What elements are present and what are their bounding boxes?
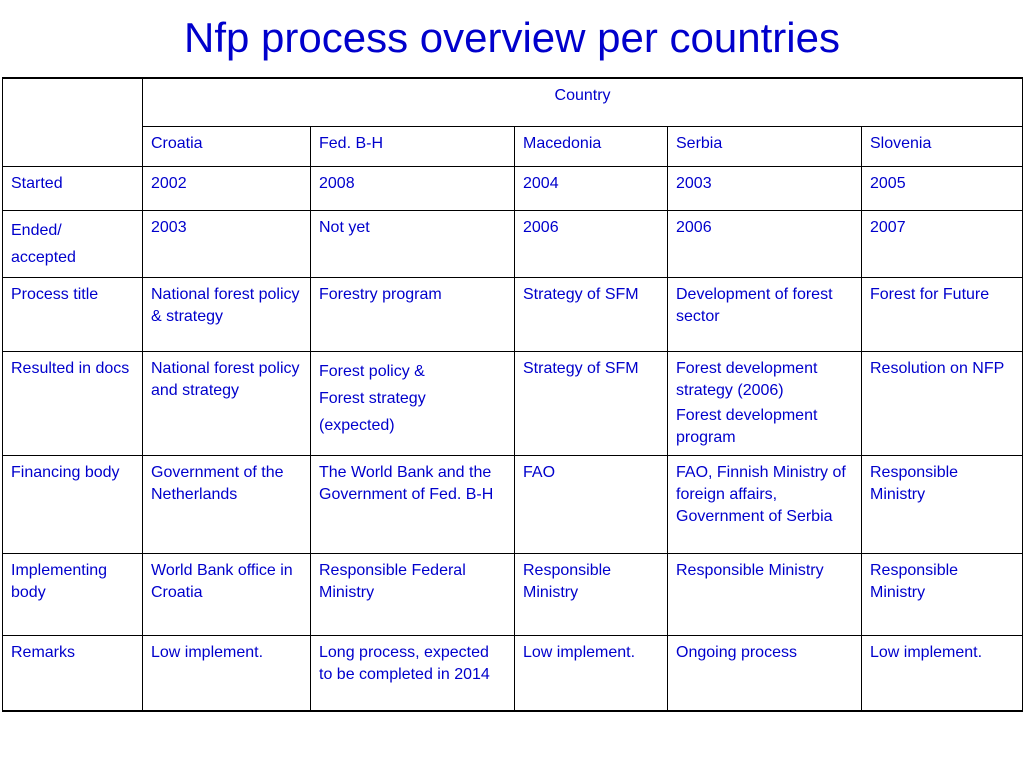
cell-started-slovenia [862,166,1023,210]
cell-remarks-fed-bh [311,635,515,711]
cell-text: Forest for Future [870,285,990,303]
row-label-resulted-in-docs [3,351,143,455]
cell-remarks-croatia [143,635,311,711]
cell-resulted-in-docs-serbia [668,351,862,455]
cell-implementing-body-macedonia [515,553,668,635]
slide-title: Nfp process overview per countries [184,14,840,61]
row-label-ended-accepted [3,210,143,277]
cell-process-title-fed-bh [311,277,515,351]
cell-text: Responsible Ministry [676,561,824,579]
row-label-started [3,166,143,210]
table-row-resulted-in-docs [3,351,1023,455]
cell-text: Resolution on NFP [870,359,1005,377]
cell-process-title-slovenia [862,277,1023,351]
cell-text: Forest policy & [319,362,425,380]
cell-text: World Bank office in Croatia [151,561,293,601]
table-row-process-title [3,277,1023,351]
row-label-financing-body [3,455,143,553]
country-header-slovenia: Slovenia [862,126,1023,166]
cell-text: National forest policy and strategy [151,359,300,399]
cell-text: Low implement. [870,643,983,661]
cell-text: Government of the Netherlands [151,463,284,503]
cell-text: Started [11,174,63,192]
cell-resulted-in-docs-macedonia [515,351,668,455]
cell-started-macedonia [515,166,668,210]
cell-text: Not yet [319,218,370,236]
cell-remarks-serbia [668,635,862,711]
country-header-macedonia: Macedonia [515,126,668,166]
cell-financing-body-serbia [668,455,862,553]
cell-text: Long process, expected to be completed in 2014 [319,643,490,683]
row-label-implementing-body [3,553,143,635]
country-header-croatia: Croatia [143,126,311,166]
cell-text: Low implement. [523,643,636,661]
cell-financing-body-macedonia [515,455,668,553]
cell-text: (expected) [319,416,395,434]
cell-text: Forest development program [676,406,818,446]
cell-text: Low implement. [151,643,264,661]
cell-remarks-macedonia [515,635,668,711]
cell-text: FAO [523,463,556,481]
cell-financing-body-slovenia [862,455,1023,553]
table-row-remarks [3,635,1023,711]
cell-text: 2003 [151,218,187,236]
cell-text: Remarks [11,643,76,661]
row-label-remarks [3,635,143,711]
cell-text: 2007 [870,218,906,236]
cell-text: Development of forest sector [676,285,833,325]
cell-text: Responsible Ministry [870,561,959,601]
cell-ended-accepted-fed-bh [311,210,515,277]
header-row-country [3,78,1023,126]
country-header-fed-bh: Fed. B-H [311,126,515,166]
cell-text: FAO, Finnish Ministry of foreign affairs, Government of Serbia [676,463,846,525]
cell-text: 2006 [676,218,712,236]
header-row-countries [3,126,1023,166]
cell-started-croatia [143,166,311,210]
cell-text: Ended/ [11,221,62,239]
cell-resulted-in-docs-croatia [143,351,311,455]
cell-ended-accepted-serbia [668,210,862,277]
table-row-implementing-body [3,553,1023,635]
cell-text: Responsible Federal Ministry [319,561,466,601]
cell-text: Responsible Ministry [870,463,959,503]
cell-text: 2003 [676,174,712,192]
cell-started-fed-bh [311,166,515,210]
cell-started-serbia [668,166,862,210]
cell-ended-accepted-croatia [143,210,311,277]
process-overview-table [2,77,1023,712]
cell-text: Forestry program [319,285,442,303]
country-header-cell: Country [143,78,1023,126]
cell-text: Forest development strategy (2006) [676,359,818,399]
cell-financing-body-croatia [143,455,311,553]
cell-remarks-slovenia [862,635,1023,711]
cell-text: accepted [11,248,76,266]
cell-resulted-in-docs-fed-bh [311,351,515,455]
cell-process-title-macedonia [515,277,668,351]
cell-text: Process title [11,285,99,303]
table-row-ended-accepted [3,210,1023,277]
cell-implementing-body-fed-bh [311,553,515,635]
cell-implementing-body-croatia [143,553,311,635]
cell-ended-accepted-slovenia [862,210,1023,277]
table-row-started [3,166,1023,210]
row-label-process-title [3,277,143,351]
cell-resulted-in-docs-slovenia [862,351,1023,455]
cell-text: National forest policy & strategy [151,285,300,325]
cell-text: Responsible Ministry [523,561,612,601]
cell-text: Financing body [11,463,120,481]
cell-implementing-body-serbia [668,553,862,635]
cell-text: Ongoing process [676,643,797,661]
cell-text: 2004 [523,174,559,192]
cell-process-title-serbia [668,277,862,351]
cell-ended-accepted-macedonia [515,210,668,277]
cell-text: The World Bank and the Government of Fed. B-H [319,463,494,503]
cell-financing-body-fed-bh [311,455,515,553]
cell-text: 2005 [870,174,906,192]
table-row-financing-body [3,455,1023,553]
cell-process-title-croatia [143,277,311,351]
cell-text: 2006 [523,218,559,236]
country-header-serbia: Serbia [668,126,862,166]
cell-implementing-body-slovenia [862,553,1023,635]
cell-text: 2002 [151,174,187,192]
cell-text: Forest strategy [319,389,426,407]
cell-text: Strategy of SFM [523,285,639,303]
cell-text: Strategy of SFM [523,359,639,377]
cell-text: 2008 [319,174,355,192]
cell-text: Resulted in docs [11,359,130,377]
corner-cell [3,78,143,166]
cell-text: Implementing body [11,561,108,601]
